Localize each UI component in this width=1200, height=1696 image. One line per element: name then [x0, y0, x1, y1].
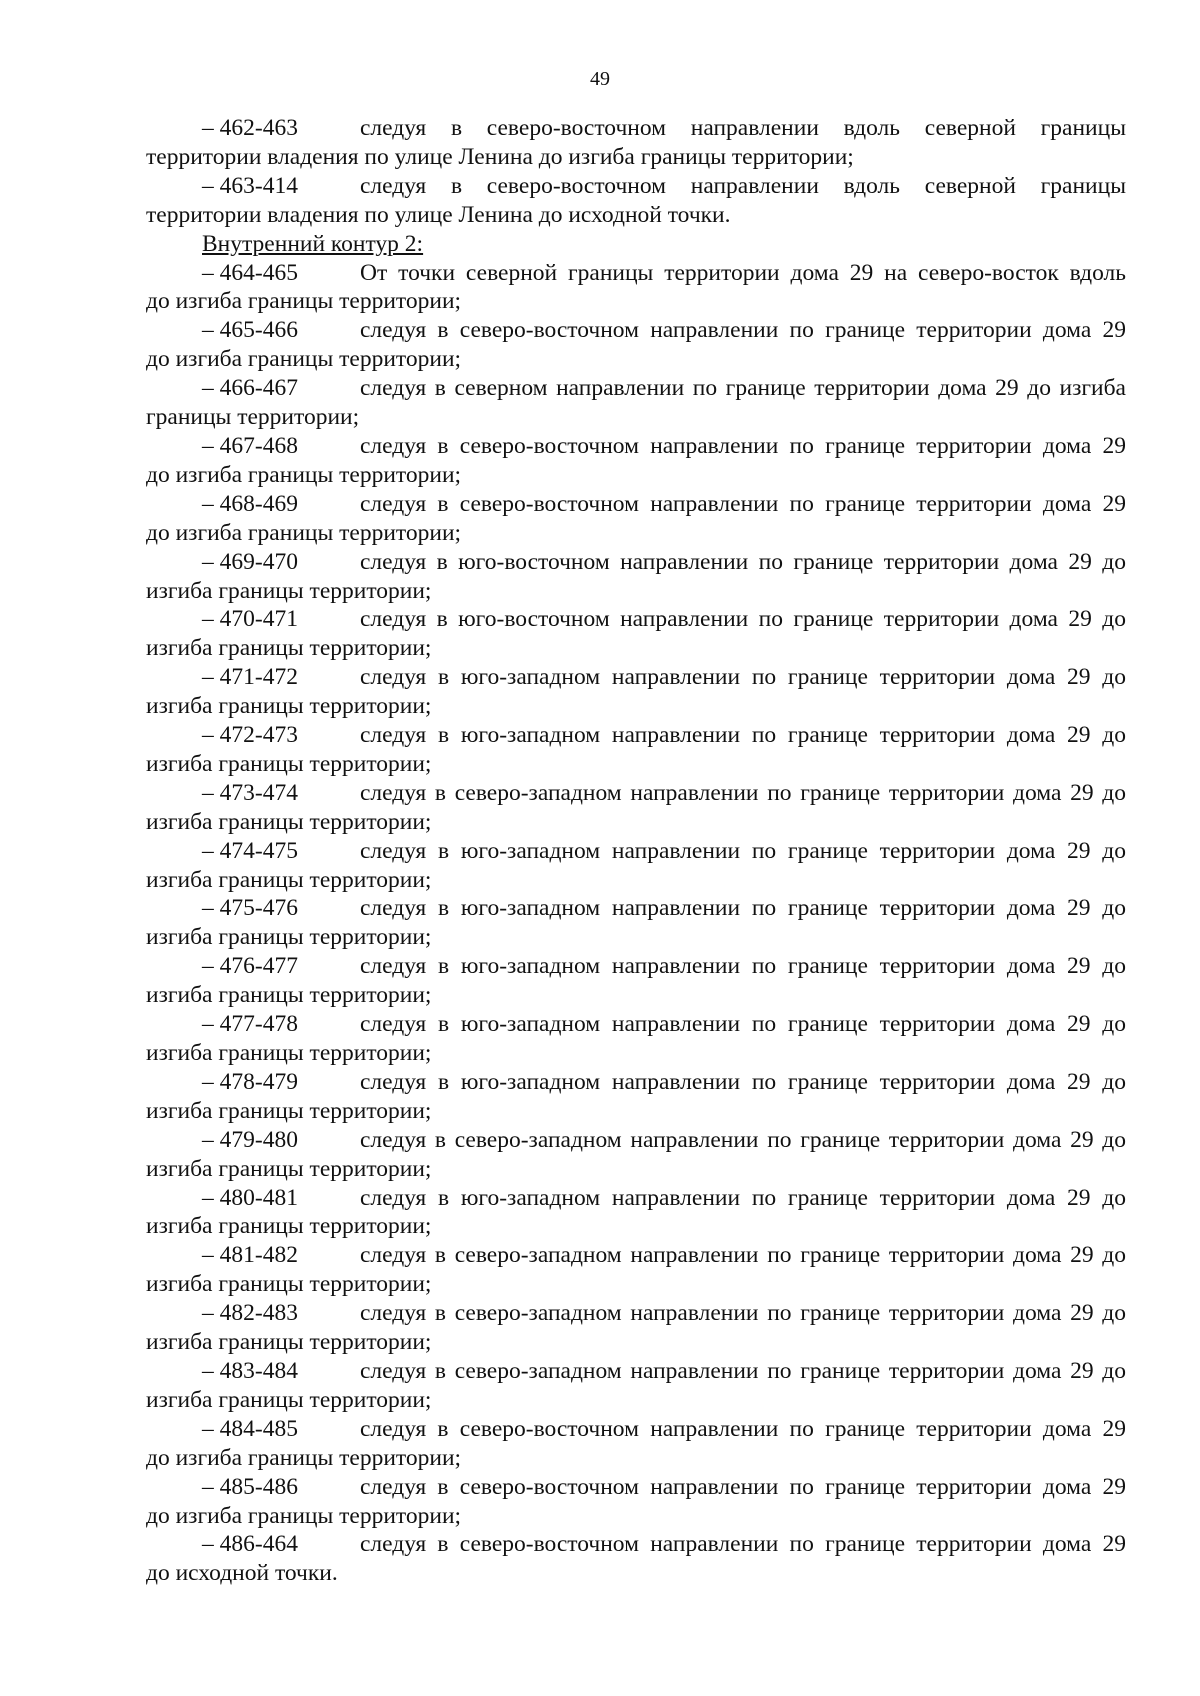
- segment-continuation: изгиба границы территории;: [146, 750, 432, 777]
- segment-continuation: изгиба границы территории;: [146, 577, 432, 604]
- segment-label: – 470-471: [202, 606, 298, 633]
- segment-label: – 481-482: [202, 1242, 298, 1269]
- segment-continuation: до изгиба границы территории;: [146, 519, 462, 546]
- segment-continuation: до изгиба границы территории;: [146, 346, 462, 373]
- segment-description: следуя в северо-восточном направлении по границе территории дома 29: [360, 1531, 1126, 1558]
- boundary-segment-item: [146, 894, 1126, 952]
- boundary-segment-item: [146, 1299, 1126, 1357]
- boundary-segment-item: [146, 432, 1126, 490]
- segment-label: – 465-466: [202, 317, 298, 344]
- segment-label: – 472-473: [202, 722, 298, 749]
- segment-label: – 485-486: [202, 1473, 298, 1500]
- segment-first-line: [146, 259, 1126, 288]
- segment-label: – 474-475: [202, 837, 298, 864]
- segment-continuation: изгиба границы территории;: [146, 924, 432, 951]
- segment-first-line: [146, 663, 1126, 692]
- segment-first-line: [146, 1299, 1126, 1328]
- segment-continuation: изгиба границы территории;: [146, 635, 432, 662]
- boundary-segment-item: [146, 1068, 1126, 1126]
- segment-first-line: [146, 894, 1126, 923]
- boundary-segment-item: [146, 490, 1126, 548]
- segment-label: – 475-476: [202, 895, 298, 922]
- segment-continuation: до изгиба границы территории;: [146, 461, 462, 488]
- segment-continuation: изгиба границы территории;: [146, 693, 432, 720]
- segment-first-line: [146, 837, 1126, 866]
- segment-description: следуя в юго-западном направлении по границе территории дома 29 до: [360, 1184, 1126, 1211]
- segment-label: – 471-472: [202, 664, 298, 691]
- boundary-segment-item: [146, 316, 1126, 374]
- boundary-segment-item: [146, 1184, 1126, 1242]
- boundary-segment-item: [146, 605, 1126, 663]
- segment-description: следуя в юго-западном направлении по границе территории дома 29 до: [360, 895, 1126, 922]
- segment-description: следуя в северо-восточном направлении вдоль северной границы: [360, 172, 1126, 199]
- segment-description: следуя в северо-восточном направлении по границе территории дома 29: [360, 317, 1126, 344]
- segment-continuation: изгиба границы территории;: [146, 982, 432, 1009]
- segment-continuation: изгиба границы территории;: [146, 1271, 432, 1298]
- boundary-segment-item: [146, 548, 1126, 606]
- segment-description: следуя в северо-западном направлении по границе территории дома 29 до: [360, 1242, 1126, 1269]
- boundary-segment-item: [146, 837, 1126, 895]
- segment-description: следуя в юго-восточном направлении по границе территории дома 29 до: [360, 606, 1126, 633]
- segment-first-line: [146, 1010, 1126, 1039]
- segment-description: От точки северной границы территории дома 29 на северо-восток вдоль: [360, 259, 1126, 286]
- segment-label: – 479-480: [202, 1126, 298, 1153]
- segment-first-line: [146, 1473, 1126, 1502]
- segment-first-line: [146, 374, 1126, 403]
- segment-first-line: [146, 114, 1126, 143]
- segment-first-line: [146, 1415, 1126, 1444]
- segment-continuation: изгиба границы территории;: [146, 1155, 432, 1182]
- segment-description: следуя в северо-западном направлении по границе территории дома 29 до: [360, 1300, 1126, 1327]
- segment-continuation: до изгиба границы территории;: [146, 1502, 462, 1529]
- segment-description: следуя в северо-восточном направлении по границе территории дома 29: [360, 1473, 1126, 1500]
- segment-label: – 462-463: [202, 115, 298, 141]
- boundary-segment-item: [146, 172, 1126, 230]
- segment-label: – 469-470: [202, 548, 298, 575]
- segment-first-line: [146, 432, 1126, 461]
- segment-description: следуя в северо-восточном направлении по границе территории дома 29: [360, 432, 1126, 459]
- boundary-segment-item: [146, 1473, 1126, 1531]
- boundary-segment-item: [146, 259, 1126, 317]
- segment-description: следуя в юго-западном направлении по границе территории дома 29 до: [360, 1068, 1126, 1095]
- segment-label: – 473-474: [202, 779, 298, 806]
- segment-description: следуя в юго-западном направлении по границе территории дома 29 до: [360, 1011, 1126, 1038]
- segment-label: – 484-485: [202, 1415, 298, 1442]
- segment-continuation: территории владения по улице Ленина до изгиба границы территории;: [146, 143, 854, 170]
- boundary-segment-item: [146, 779, 1126, 837]
- segment-label: – 482-483: [202, 1300, 298, 1327]
- segment-description: следуя в северо-восточном направлении вдоль северной границы: [360, 115, 1126, 141]
- segment-description: следуя в северо-западном направлении по границе территории дома 29 до: [360, 1357, 1126, 1384]
- segment-continuation: изгиба границы территории;: [146, 866, 432, 893]
- boundary-segment-item: [146, 374, 1126, 432]
- segment-continuation: изгиба границы территории;: [146, 1329, 432, 1356]
- segment-continuation: изгиба границы территории;: [146, 1386, 432, 1413]
- segment-first-line: [146, 779, 1126, 808]
- boundary-segment-item: [146, 952, 1126, 1010]
- segment-description: следуя в северо-западном направлении по границе территории дома 29 до: [360, 1126, 1126, 1153]
- segment-continuation: до изгиба границы территории;: [146, 1444, 462, 1471]
- segment-first-line: [146, 1126, 1126, 1155]
- segment-label: – 483-484: [202, 1357, 298, 1384]
- boundary-segment-item: [146, 1530, 1126, 1588]
- segment-label: – 476-477: [202, 953, 298, 980]
- segment-continuation: до изгиба границы территории;: [146, 288, 462, 315]
- boundary-segment-item: [146, 1357, 1126, 1415]
- segment-label: – 464-465: [202, 259, 298, 286]
- segment-continuation: границы территории;: [146, 404, 360, 431]
- segment-label: – 486-464: [202, 1531, 298, 1558]
- page-number: 49: [590, 68, 610, 90]
- segment-description: следуя в юго-западном направлении по границе территории дома 29 до: [360, 953, 1126, 980]
- segment-first-line: [146, 548, 1126, 577]
- segment-first-line: [146, 952, 1126, 981]
- document-body: [146, 114, 1126, 1588]
- segment-label: – 477-478: [202, 1011, 298, 1038]
- boundary-segment-item: [146, 1415, 1126, 1473]
- segment-description: следуя в северо-восточном направлении по границе территории дома 29: [360, 1415, 1126, 1442]
- boundary-segment-item: [146, 1241, 1126, 1299]
- segment-label: – 467-468: [202, 432, 298, 459]
- segment-first-line: [146, 1068, 1126, 1097]
- segment-description: следуя в северо-восточном направлении по границе территории дома 29: [360, 490, 1126, 517]
- segment-label: – 463-414: [202, 172, 298, 199]
- segment-continuation: изгиба границы территории;: [146, 1040, 432, 1066]
- segment-first-line: [146, 605, 1126, 634]
- segment-label: – 468-469: [202, 490, 298, 517]
- segment-label: – 478-479: [202, 1068, 298, 1095]
- section-heading: Внутренний контур 2:: [202, 230, 424, 257]
- segment-continuation: территории владения по улице Ленина до исходной точки.: [146, 201, 731, 228]
- segment-continuation: изгиба границы территории;: [146, 808, 432, 835]
- boundary-segment-item: [146, 721, 1126, 779]
- segment-first-line: [146, 1530, 1126, 1559]
- segment-continuation: изгиба границы территории;: [146, 1097, 432, 1124]
- segment-continuation: до исходной точки.: [146, 1560, 338, 1587]
- segment-description: следуя в юго-западном направлении по границе территории дома 29 до: [360, 664, 1126, 691]
- boundary-segment-item: [146, 1010, 1126, 1068]
- segment-first-line: [146, 316, 1126, 345]
- segment-first-line: [146, 1357, 1126, 1386]
- segment-description: следуя в северном направлении по границе территории дома 29 до изгиба: [360, 375, 1126, 402]
- segment-first-line: [146, 172, 1126, 201]
- segment-description: следуя в юго-западном направлении по границе территории дома 29 до: [360, 837, 1126, 864]
- segment-first-line: [146, 721, 1126, 750]
- contour-segment-list: [146, 259, 1126, 1589]
- segment-first-line: [146, 1184, 1126, 1213]
- segment-continuation: изгиба границы территории;: [146, 1213, 432, 1240]
- segment-description: следуя в юго-западном направлении по границе территории дома 29 до: [360, 722, 1126, 749]
- segment-label: – 466-467: [202, 375, 298, 402]
- contour-segment-list: [146, 114, 1126, 230]
- boundary-segment-item: [146, 663, 1126, 721]
- segment-description: следуя в юго-восточном направлении по границе территории дома 29 до: [360, 548, 1126, 575]
- segment-first-line: [146, 1241, 1126, 1270]
- segment-label: – 480-481: [202, 1184, 298, 1211]
- boundary-segment-item: [146, 114, 1126, 172]
- segment-first-line: [146, 490, 1126, 519]
- boundary-segment-item: [146, 1126, 1126, 1184]
- segment-description: следуя в северо-западном направлении по границе территории дома 29 до: [360, 779, 1126, 806]
